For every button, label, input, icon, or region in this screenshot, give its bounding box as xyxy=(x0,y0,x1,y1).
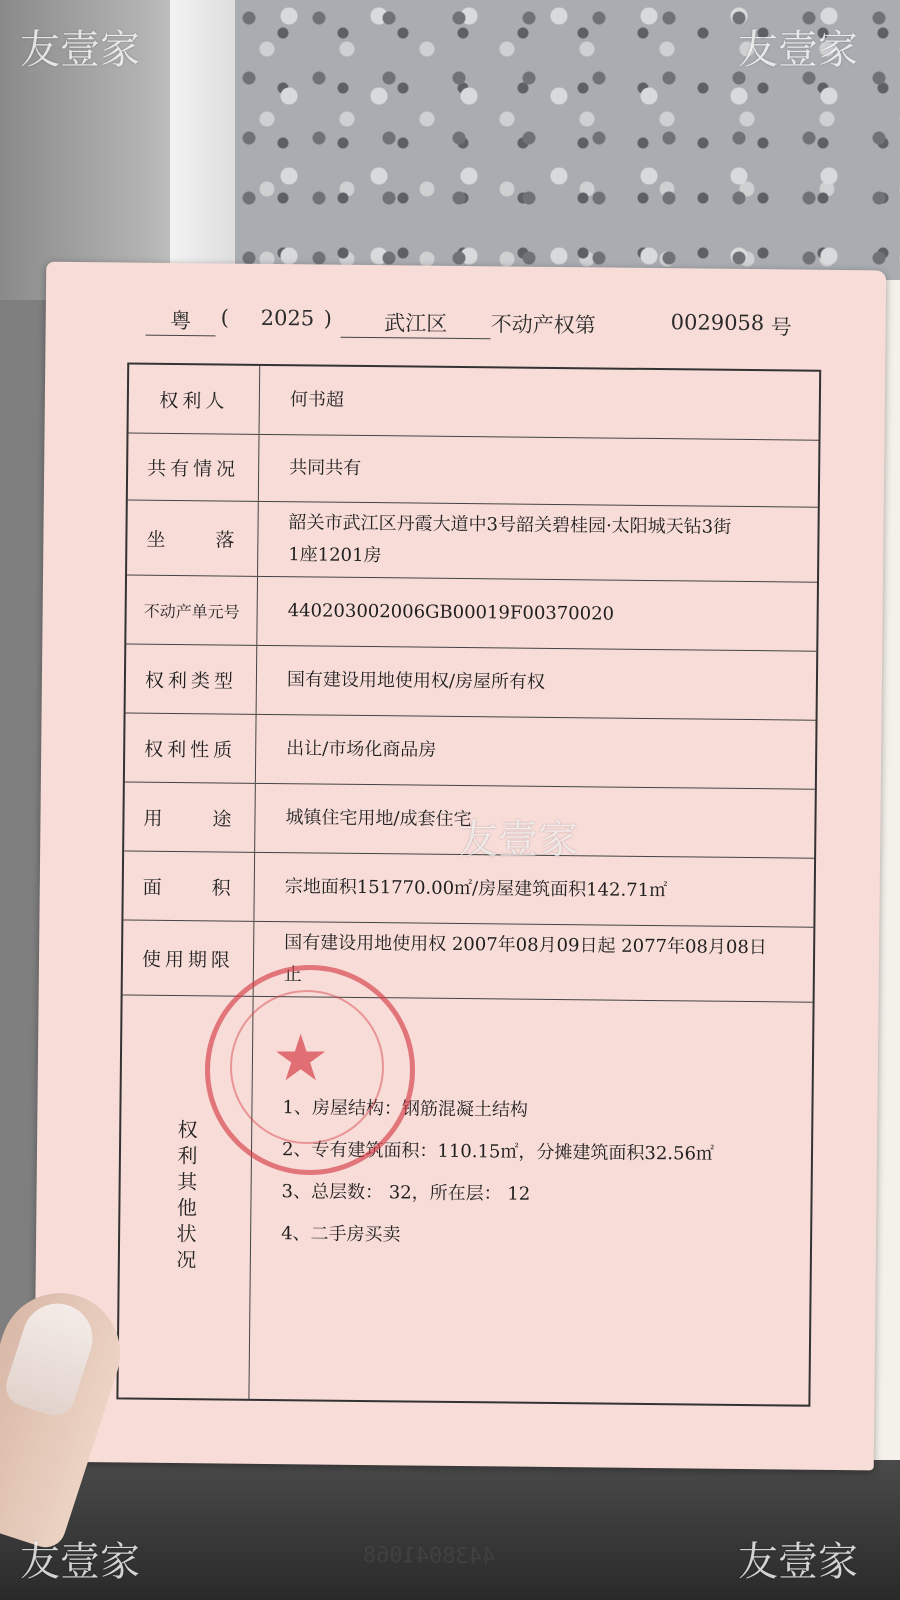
row-label: 使用期限 xyxy=(123,920,255,995)
watermark-center: 友壹家 xyxy=(458,817,578,863)
remark-item: 4、二手房买卖 xyxy=(281,1223,401,1246)
row-value: 共同共有 xyxy=(289,457,362,479)
row-co-ownership xyxy=(128,434,819,508)
row-label: 权利类型 xyxy=(126,644,258,713)
row-value: 出让/市场化商品房 xyxy=(286,738,437,761)
row-right-holder xyxy=(129,365,820,441)
remark-item: 1、房屋结构：钢筋混凝土结构 xyxy=(282,1097,529,1121)
row-label: 权利性质 xyxy=(125,713,257,782)
certificate-table xyxy=(116,362,821,1406)
official-seal xyxy=(205,965,415,1175)
row-term xyxy=(123,920,814,1002)
header-province: 粤 xyxy=(146,305,216,337)
location-line-2: 1座1201房 xyxy=(288,544,382,567)
row-value: 城镇住宅用地/成套住宅 xyxy=(285,807,472,831)
row-right-type xyxy=(126,644,817,720)
row-location xyxy=(127,501,818,583)
fingernail xyxy=(1,1295,102,1421)
header-district: 武江区 xyxy=(341,307,491,340)
watermark-top-right: 友壹家 xyxy=(738,27,858,73)
header-year: 2025 xyxy=(260,305,315,331)
remark-item: 3、总层数： 32，所在层： 12 xyxy=(281,1181,531,1205)
term-line-2: 止 xyxy=(283,964,302,986)
header-title: 不动产权第 xyxy=(490,312,596,338)
show-through-number: 4438041068 xyxy=(362,1543,496,1570)
header-number: 0029058 xyxy=(670,310,765,336)
row-value: 何书超 xyxy=(289,389,344,411)
row-label: 用 途 xyxy=(124,782,256,851)
seal-star-icon: ★ xyxy=(272,1022,330,1096)
term-line-1: 国有建设用地使用权 2007年08月09日起 2077年08月08日 xyxy=(284,932,767,959)
row-label: 权利人 xyxy=(129,365,261,434)
row-value: 440203002006GB00019F00370020 xyxy=(287,600,615,625)
row-unit-number xyxy=(126,575,817,651)
row-value: 国有建设用地使用权/房屋所有权 xyxy=(286,669,546,693)
row-label: 共有情况 xyxy=(128,434,260,501)
watermark-bottom-right: 友壹家 xyxy=(738,1539,858,1585)
watermark-top-left: 友壹家 xyxy=(20,27,140,73)
certificate-header xyxy=(45,304,885,363)
location-line-1: 韶关市武江区丹霞大道中3号韶关碧桂园·太阳城天钻3街 xyxy=(288,512,732,538)
row-label: 面 积 xyxy=(123,851,255,920)
row-right-nature xyxy=(125,713,816,789)
remarks-label: 权利其他状况 xyxy=(172,1119,199,1276)
header-paren-close: ) xyxy=(323,306,333,331)
row-value: 宗地面积151770.00㎡/房屋建筑面积142.71㎡ xyxy=(284,876,668,902)
watermark-bottom-left: 友壹家 xyxy=(20,1539,140,1585)
header-paren-open: ( xyxy=(220,305,230,330)
row-label: 坐 落 xyxy=(127,501,259,576)
remark-item: 2、专有建筑面积：110.15㎡，分摊建筑面积32.56㎡ xyxy=(281,1139,715,1165)
header-suffix: 号 xyxy=(770,315,792,340)
row-label: 不动产单元号 xyxy=(126,575,258,644)
background-wall xyxy=(170,0,240,300)
row-value xyxy=(258,502,818,582)
